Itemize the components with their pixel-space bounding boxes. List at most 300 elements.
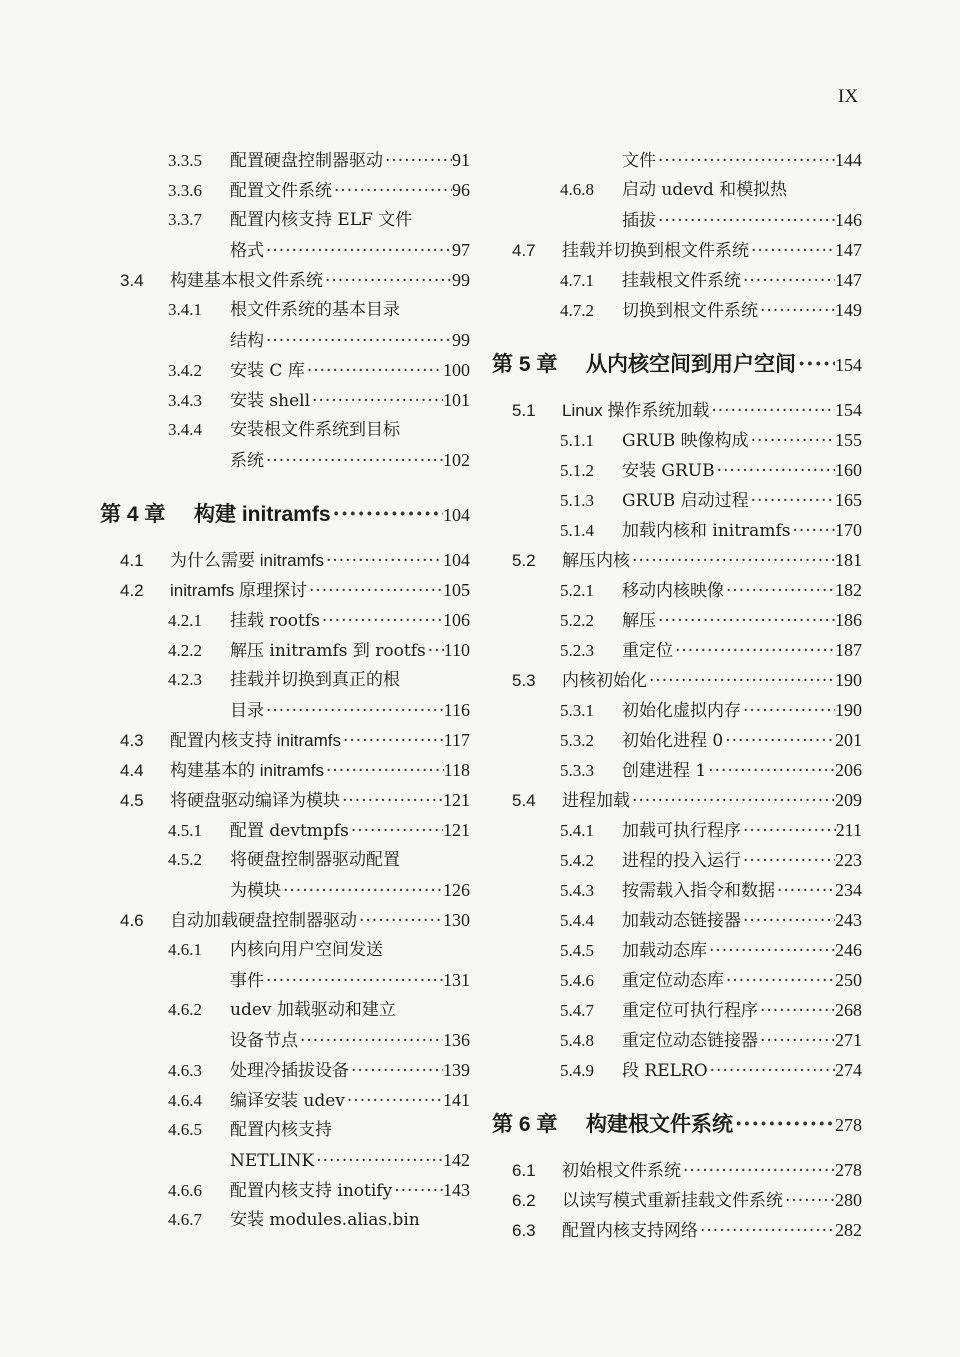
toc-entry-page: 117 [443,730,470,750]
toc-entry-title: 重定位动态链接器 [622,1031,758,1051]
toc-entry-title: 配置内核支持 [230,1120,332,1140]
dot-leader [743,816,836,845]
toc-entry-page: 100 [443,360,470,380]
toc-entry-title: 解压内核 [562,551,630,570]
toc-entry [100,445,470,475]
toc-entry-number: 6.1 [512,1161,536,1180]
dot-leader [711,396,835,425]
toc-entry-title: 构建基本根文件系统 [170,271,323,290]
toc-entry [100,1025,470,1055]
toc-entry-title: 自动加载硬盘控制器驱动 [170,911,357,930]
dot-leader [266,966,443,995]
toc-entry-number: 4.4 [120,761,144,780]
toc-entry-number: 3.4.4 [168,420,202,439]
toc-entry-title: 初始根文件系统 [562,1161,681,1180]
toc-entry [492,515,862,545]
toc-entry-number: 5.3.1 [560,701,594,720]
toc-entry-page: 121 [443,790,470,810]
toc-entry-title: 解压 [622,611,656,631]
toc-entry-page: 201 [835,730,862,750]
toc-entry [492,605,862,635]
toc-entry-title: 重定位动态库 [622,971,724,991]
toc-entry [100,1055,470,1085]
toc-entry-title: 初始化虚拟内存 [622,701,741,721]
dot-leader [325,266,452,295]
toc-entry-page: 246 [835,940,862,960]
toc-entry-page: 146 [835,210,862,230]
toc-entry-page: 97 [452,240,470,260]
dot-leader [632,786,835,815]
dot-leader [342,786,443,815]
toc-entry-page: 99 [452,270,470,290]
toc-entry-page: 154 [835,400,862,420]
toc-entry [492,845,862,875]
dot-leader [347,1086,443,1115]
toc-entry-title: 解压 initramfs 到 rootfs [230,641,426,661]
toc-entry-title: 安装根文件系统到目标 [230,420,400,440]
toc-entry-number: 5.4.9 [560,1061,594,1080]
toc-entry [100,385,470,415]
toc-entry-title: 段 RELRO [622,1061,708,1081]
dot-leader [798,339,835,389]
toc-entry-number: 4.2.2 [168,641,202,660]
toc-entry-page: 209 [835,790,862,810]
toc-entry-title: 安装 GRUB [622,461,715,481]
toc-entry-page: 211 [835,820,862,840]
toc-entry [100,1085,470,1115]
dot-leader [743,266,835,295]
toc-entry-title: 重定位 [622,641,673,661]
toc-entry-page: 165 [835,490,862,510]
toc-entry-page: 102 [443,450,470,470]
toc-entry-number: 3.4.3 [168,391,202,410]
toc-entry [100,1205,470,1235]
toc-entry [492,995,862,1025]
toc-entry-page: 234 [835,880,862,900]
dot-leader [760,296,835,325]
toc-entry [492,175,862,205]
toc-entry-title: 创建进程 1 [622,761,707,781]
toc-entry [100,755,470,785]
toc-entry-number: 4.7.1 [560,271,594,290]
dot-leader [743,906,835,935]
dot-leader [710,1056,835,1085]
toc-entry-page: 139 [443,1060,470,1080]
dot-leader [743,846,835,875]
toc-entry [492,455,862,485]
toc-entry [100,1175,470,1205]
toc-entry-number: 4.7 [512,241,536,260]
toc-entry [492,1055,862,1085]
toc-entry [100,235,470,265]
toc-entry-page: 280 [835,1190,862,1210]
dot-leader [316,1146,443,1175]
toc-entry-title: 启动 udevd 和模拟热 [622,180,788,200]
dot-leader [726,966,835,995]
toc-entry-page: 101 [443,390,470,410]
toc-entry [100,545,470,575]
toc-entry [492,1215,862,1245]
toc-entry-page: 181 [835,550,862,570]
toc-entry-page: 186 [835,610,862,630]
toc-entry-number: 3.3.6 [168,181,202,200]
dot-leader [717,456,835,485]
toc-entry [100,325,470,355]
page-number: IX [838,86,859,107]
toc-entry [492,665,862,695]
toc-entry-title: 加载动态链接器 [622,911,741,931]
dot-leader [343,726,444,755]
dot-leader [266,326,452,355]
dot-leader [266,696,444,725]
toc-entry-number: 4.6.3 [168,1061,202,1080]
toc-entry-number: 3.4 [120,271,144,290]
toc-entry-title: 目录 [230,701,264,721]
toc-entry-number: 5.2.1 [560,581,594,600]
toc-entry-page: 278 [835,1160,862,1180]
dot-leader [751,426,835,455]
toc-entry-number: 5.3.2 [560,731,594,750]
toc-entry [492,425,862,455]
toc-entry-page: 131 [443,970,470,990]
toc-entry [100,695,470,725]
toc-entry [492,905,862,935]
dot-leader [751,236,835,265]
toc-entry-title: 内核初始化 [562,671,647,690]
toc-entry-title: 挂载根文件系统 [622,271,741,291]
toc-entry [492,485,862,515]
toc-entry-page: 141 [443,1090,470,1110]
dot-leader [675,636,835,665]
toc-entry-number: 6.2 [512,1191,536,1210]
toc-entry-page: 106 [443,610,470,630]
toc-entry-title: 挂载 rootfs [230,611,320,631]
toc-entry-title: 按需载入指令和数据 [622,881,775,901]
dot-leader [266,446,443,475]
toc-entry-title: 配置硬盘控制器驱动 [230,151,383,171]
toc-entry [100,205,470,235]
toc-entry-page: 223 [835,850,862,870]
toc-entry-title: 配置内核支持 ELF 文件 [230,210,413,230]
toc-entry-number: 5.3 [512,671,536,690]
toc-entry-title: GRUB 启动过程 [622,491,749,511]
toc-entry-page: 143 [443,1180,470,1200]
dot-leader [792,516,835,545]
toc-entry-title: 安装 C 库 [230,361,305,381]
toc-entry-title: 构建 initramfs [194,503,331,526]
toc-entry [100,875,470,905]
toc-entry-number: 4.6.4 [168,1091,202,1110]
toc-entry [100,355,470,385]
toc-entry-number: 5.4.8 [560,1031,594,1050]
toc-entry [100,415,470,445]
toc-entry-title: 结构 [230,331,264,351]
toc-entry [492,635,862,665]
dot-leader [307,356,443,385]
toc-entry-title: 为模块 [230,881,281,901]
dot-leader [760,1026,835,1055]
toc-entry [492,295,862,325]
toc-entry-number: 5.4.7 [560,1001,594,1020]
toc-entry-number: 5.1 [512,401,536,420]
toc-entry [100,785,470,815]
toc-entry [100,965,470,995]
dot-leader [632,546,835,575]
toc-entry-page: 271 [835,1030,862,1050]
toc-entry-page: 278 [835,1115,862,1135]
toc-entry [100,265,470,295]
dot-leader [649,666,835,695]
toc-entry-page: 130 [443,910,470,930]
toc-entry-number: 4.6 [120,911,144,930]
toc-entry-page: 99 [452,330,470,350]
toc-entry [492,575,862,605]
toc-entry [492,235,862,265]
toc-entry-number: 4.6.2 [168,1000,202,1019]
toc-entry-number: 5.1.4 [560,521,594,540]
dot-leader [333,489,443,539]
toc-entry-title: 进程的投入运行 [622,851,741,871]
toc-entry-title: udev 加载驱动和建立 [230,1000,396,1020]
toc-entry-number: 5.2.2 [560,611,594,630]
toc-entry-title: 从内核空间到用户空间 [586,353,796,376]
toc-entry-page: 154 [835,355,862,375]
dot-leader [312,386,443,415]
toc-entry-number: 5.2.3 [560,641,594,660]
toc-entry-page: 147 [835,240,862,260]
dot-leader [735,1099,835,1149]
toc-entry-number: 5.1.2 [560,461,594,480]
toc-entry-number: 4.6.1 [168,940,202,959]
dot-leader [385,146,452,175]
toc-entry-page: 104 [443,505,470,525]
toc-entry-number: 4.2.3 [168,670,202,689]
toc-entry [100,1145,470,1175]
toc-entry-number: 第 4 章 [100,503,166,526]
toc-entry-number: 4.2 [120,581,144,600]
toc-entry [100,605,470,635]
toc-entry-title: 内核向用户空间发送 [230,940,383,960]
toc-entry-page: 96 [452,180,470,200]
dot-leader [300,1026,443,1055]
toc-entry [100,665,470,695]
dot-leader [785,1186,835,1215]
toc-entry-page: 142 [443,1150,470,1170]
toc-entry-title: 格式 [230,241,264,261]
toc-entry-title: 配置内核支持网络 [562,1221,698,1240]
toc-entry-page: 121 [443,820,470,840]
toc-entry [492,145,862,175]
toc-entry-number: 4.6.7 [168,1210,202,1229]
toc-entry-number: 4.6.5 [168,1120,202,1139]
toc-entry [100,905,470,935]
toc-entry-title: 切换到根文件系统 [622,301,758,321]
toc-entry-number: 4.3 [120,731,144,750]
toc-entry-page: 182 [835,580,862,600]
dot-leader [726,576,835,605]
toc-entry-page: 105 [443,580,470,600]
toc-entry-title: 将硬盘驱动编译为模块 [170,791,340,810]
toc-entry-number: 5.4 [512,791,536,810]
toc-entry [492,815,862,845]
toc-entry [100,815,470,845]
dot-leader [708,756,835,785]
toc-entry [100,725,470,755]
toc-entry-page: 282 [835,1220,862,1240]
toc-entry-title: 为什么需要 initramfs [170,551,324,570]
toc-entry [492,935,862,965]
toc-entry-title: Linux 操作系统加载 [562,401,710,420]
toc-entry-page: 91 [452,150,470,170]
toc-entry [492,395,862,425]
toc-entry [492,725,862,755]
toc-entry-number: 3.3.7 [168,210,202,229]
toc-entry-number: 5.2 [512,551,536,570]
toc-entry-number: 6.3 [512,1221,536,1240]
toc-chapter-entry [492,1099,862,1149]
toc-left-column [100,145,470,1235]
dot-leader [725,726,835,755]
dot-leader [683,1156,835,1185]
toc-entry-page: 118 [443,760,470,780]
toc-entry-title: 构建根文件系统 [586,1113,733,1136]
toc-entry-title: 编译安装 udev [230,1091,345,1111]
toc-entry-title: 移动内核映像 [622,581,724,601]
toc-entry [100,575,470,605]
toc-entry-page: 160 [835,460,862,480]
toc-entry [100,995,470,1025]
dot-leader [394,1176,443,1205]
toc-entry-number: 第 5 章 [492,353,558,376]
dot-leader [658,146,835,175]
toc-entry-number: 3.4.1 [168,300,202,319]
toc-entry-page: 190 [835,670,862,690]
toc-entry-title: 以读写模式重新挂载文件系统 [562,1191,783,1210]
toc-entry-title: NETLINK [230,1151,315,1171]
toc-entry-title: 配置文件系统 [230,181,332,201]
toc-entry [492,785,862,815]
toc-entry-title: 加载动态库 [622,941,707,961]
toc-entry-page: 170 [835,520,862,540]
toc-entry-title: 根文件系统的基本目录 [230,300,400,320]
toc-entry [100,635,470,665]
dot-leader [751,486,835,515]
toc-entry-page: 136 [443,1030,470,1050]
dot-leader [428,636,444,665]
toc-entry-title: 文件 [622,151,656,171]
toc-entry [492,1155,862,1185]
toc-entry-page: 147 [835,270,862,290]
toc-entry [492,695,862,725]
dot-leader [334,176,452,205]
dot-leader [283,876,443,905]
toc-entry-page: 274 [835,1060,862,1080]
toc-entry [492,205,862,235]
dot-leader [658,606,835,635]
toc-entry-number: 3.4.2 [168,361,202,380]
dot-leader [743,696,835,725]
toc-entry-number: 4.5 [120,791,144,810]
toc-entry-number: 4.6.8 [560,180,594,199]
toc-entry-page: 149 [835,300,862,320]
toc-entry [492,265,862,295]
dot-leader [309,576,443,605]
dot-leader [351,816,443,845]
toc-entry-page: 126 [443,880,470,900]
toc-entry-title: 加载内核和 initramfs [622,521,791,541]
toc-entry-number: 4.1 [120,551,144,570]
toc-entry [100,145,470,175]
toc-entry-title: GRUB 映像构成 [622,431,749,451]
toc-entry [492,875,862,905]
toc-entry [100,295,470,325]
toc-entry-title: 设备节点 [230,1031,298,1051]
toc-entry-title: 配置内核支持 initramfs [170,731,341,750]
dot-leader [326,756,444,785]
toc-entry [492,1025,862,1055]
dot-leader [760,996,835,1025]
dot-leader [351,1056,443,1085]
toc-entry [100,1115,470,1145]
toc-entry-number: 5.4.2 [560,851,594,870]
toc-entry-number: 5.4.1 [560,821,594,840]
toc-entry-page: 110 [443,640,470,660]
toc-chapter-entry [100,489,470,539]
dot-leader [322,606,443,635]
toc-entry-title: 将硬盘控制器驱动配置 [230,850,400,870]
toc-entry-title: 系统 [230,451,264,471]
toc-entry-page: 190 [835,700,862,720]
toc-entry-title: 初始化进程 0 [622,731,724,751]
toc-entry-number: 4.2.1 [168,611,202,630]
toc-entry-title: 加载可执行程序 [622,821,741,841]
dot-leader [709,936,835,965]
dot-leader [777,876,835,905]
toc-entry-number: 5.4.4 [560,911,594,930]
toc-entry-number: 5.1.1 [560,431,594,450]
toc-entry-page: 104 [443,550,470,570]
toc-entry-title: 进程加载 [562,791,630,810]
toc-entry-number: 5.3.3 [560,761,594,780]
toc-entry [492,1185,862,1215]
toc-entry-page: 268 [835,1000,862,1020]
toc-entry [100,175,470,205]
toc-entry [492,545,862,575]
toc-entry-title: 安装 modules.alias.bin [230,1210,420,1230]
toc-entry-number: 4.5.1 [168,821,202,840]
toc-entry-number: 4.7.2 [560,301,594,320]
toc-entry-number: 第 6 章 [492,1113,558,1136]
toc-entry-title: 安装 shell [230,391,311,411]
toc-entry-number: 5.4.6 [560,971,594,990]
dot-leader [700,1216,835,1245]
toc-entry [100,935,470,965]
dot-leader [266,236,452,265]
toc-entry-number: 3.3.5 [168,151,202,170]
toc-entry-title: 配置内核支持 inotify [230,1181,393,1201]
toc-entry [100,845,470,875]
toc-entry-title: 重定位可执行程序 [622,1001,758,1021]
toc-entry-number: 5.4.5 [560,941,594,960]
toc-entry-page: 144 [835,150,862,170]
toc-entry [492,755,862,785]
toc-right-column [492,145,862,1245]
dot-leader [359,906,443,935]
toc-entry-title: 事件 [230,971,264,991]
dot-leader [326,546,443,575]
toc-entry [492,965,862,995]
toc-chapter-entry [492,339,862,389]
